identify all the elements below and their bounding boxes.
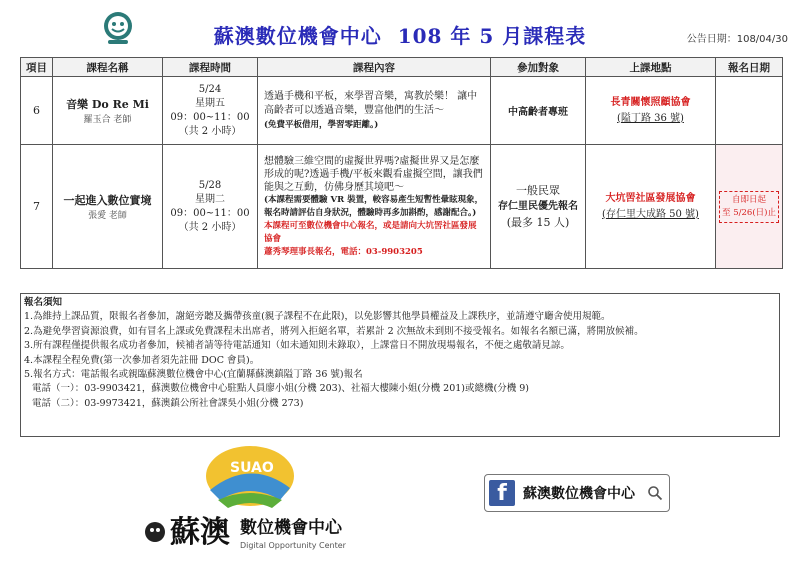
- site-cell: [586, 77, 716, 145]
- notice-item: 4.本課程全程免費(第一次參加者須先註冊 DOC 會員)。: [24, 354, 260, 366]
- audience-cell: 中高齡者專班: [491, 77, 586, 145]
- site-address: (存仁里大成路 50 號): [602, 208, 699, 220]
- time-date: 5/24: [198, 83, 222, 95]
- content-text: 想體驗三維空間的虛擬世界嗎?虛擬世界又是怎麼形成的呢?透過手機/平板來觀看虛擬空間，讓我們能與之互動，仿佛身歷其境吧～: [264, 155, 483, 193]
- table-row: [21, 145, 783, 269]
- facebook-page-name: 蘇澳數位機會中心: [523, 486, 635, 502]
- course-cell: [53, 145, 163, 269]
- reg-end: 至 5/26(日)止: [722, 207, 776, 218]
- time-hours: （共 2 小時）: [178, 125, 242, 137]
- notice-item: 3.所有課程僅提供報名成功者參加，候補者請等待電話通知（如未通知則未錄取），上課當日不開放現場報名，不便之處敬請見諒。: [24, 340, 570, 352]
- time-weekday: 星期五: [195, 97, 225, 109]
- table-row: [21, 77, 783, 145]
- time-range: 09：00~11：00: [170, 111, 250, 123]
- content-cell: [258, 145, 491, 269]
- logo-en: Digital Opportunity Center: [240, 541, 346, 550]
- header-time: 課程時間: [163, 58, 258, 77]
- site-address: (隘丁路 36 號): [617, 112, 684, 124]
- content-note: (免費平板借用，學習零距離。): [264, 119, 379, 130]
- teacher-name: 張愛 老師: [88, 211, 127, 221]
- announce-date: 公告日期：108/04/30: [686, 34, 788, 45]
- reg-start: 自即日起: [731, 194, 766, 205]
- notice-title: 報名須知: [24, 297, 63, 308]
- logo-center: 數位機會中心: [240, 518, 342, 538]
- course-name: 音樂 Do Re Mi: [66, 98, 149, 111]
- time-date: 5/28: [198, 179, 222, 191]
- site-name: 長青關懷照顧協會: [610, 96, 691, 108]
- notice-item: 5.報名方式：電話報名或親臨蘇澳數位機會中心(宜蘭縣蘇澳鎮隘丁路 36 號)報名: [24, 369, 363, 381]
- content-red: 本課程可至數位機會中心報名，或是請向大坑罟社區發展協會: [264, 220, 477, 244]
- header-site: 上課地點: [586, 58, 716, 77]
- time-weekday: 星期二: [195, 193, 225, 205]
- center-logo: [140, 438, 380, 563]
- logo-suao: SUAO: [230, 460, 274, 476]
- content-note: (本課程需要體驗 VR 裝置，較容易產生短暫性暈眩現象，報名時請評估自身狀況，體驗時再多加斟酌，感謝配合。): [264, 194, 484, 218]
- content-red2: 蕭秀琴理事長報名，電話：03-9903205: [264, 246, 423, 257]
- time-hours: （共 2 小時）: [178, 221, 242, 233]
- audience-line: 存仁里民優先報名: [498, 200, 578, 212]
- content-cell: [258, 77, 491, 145]
- course-cell: [53, 77, 163, 145]
- audience-line: (最多 15 人): [506, 215, 570, 229]
- facebook-icon: f: [489, 480, 515, 506]
- row-no: 7: [21, 145, 53, 269]
- audience-line: 一般民眾: [516, 183, 560, 197]
- header-audience: 參加對象: [491, 58, 586, 77]
- header-no: 項目: [21, 58, 53, 77]
- notice-box: [20, 293, 780, 437]
- time-cell: [163, 145, 258, 269]
- time-cell: [163, 77, 258, 145]
- time-range: 09：00~11：00: [170, 207, 250, 219]
- reg-cell: [716, 77, 783, 145]
- notice-phone: 電話（一）：03-9903421，蘇澳數位機會中心駐點人員廖小姐(分機 203)、社福大樓陳小姐(分機 201)或總機(分機 9): [32, 383, 529, 395]
- table-header-row: [21, 58, 783, 77]
- notice-phone: 電話（二）：03-9973421，蘇澳鎮公所社會課吳小姐(分機 273): [32, 397, 304, 409]
- notice-item: 1.為維持上課品質，限報名者參加，謝絕旁聽及攜帶孩童(親子課程不在此限)，以免影響其他學員權益及上課秩序，並請遵守廳舍使用規範。: [24, 311, 611, 323]
- header-reg: 報名日期: [716, 58, 783, 77]
- audience-cell: [491, 145, 586, 269]
- facebook-banner[interactable]: [484, 474, 670, 512]
- site-name: 大坑罟社區發展協會: [605, 192, 696, 204]
- course-table: [20, 57, 783, 269]
- header-content: 課程內容: [258, 58, 491, 77]
- course-name: 一起進入數位實境: [63, 194, 152, 207]
- search-icon[interactable]: [647, 485, 663, 501]
- reg-cell: [716, 145, 783, 269]
- header-course: 課程名稱: [53, 58, 163, 77]
- reg-date: [719, 191, 779, 223]
- site-cell: [586, 145, 716, 269]
- teacher-name: 羅玉合 老師: [83, 115, 132, 125]
- notice-item: 2.為避免學習資源浪費，如有冒名上課或免費課程未出席者，將列入拒絕名單，若累計 2 次無故未到則不接受報名。如報名名額已滿，將開放候補。: [24, 325, 644, 337]
- logo-name: 蘇澳: [170, 515, 230, 550]
- row-no: 6: [21, 77, 53, 145]
- content-text: 透過手機和平板，來學習音樂，寓教於樂！ 讓中高齡者可以透過音樂，豐富他們的生活～: [264, 90, 478, 116]
- page-title: 蘇澳數位機會中心 108 年 5 月課程表: [213, 24, 587, 48]
